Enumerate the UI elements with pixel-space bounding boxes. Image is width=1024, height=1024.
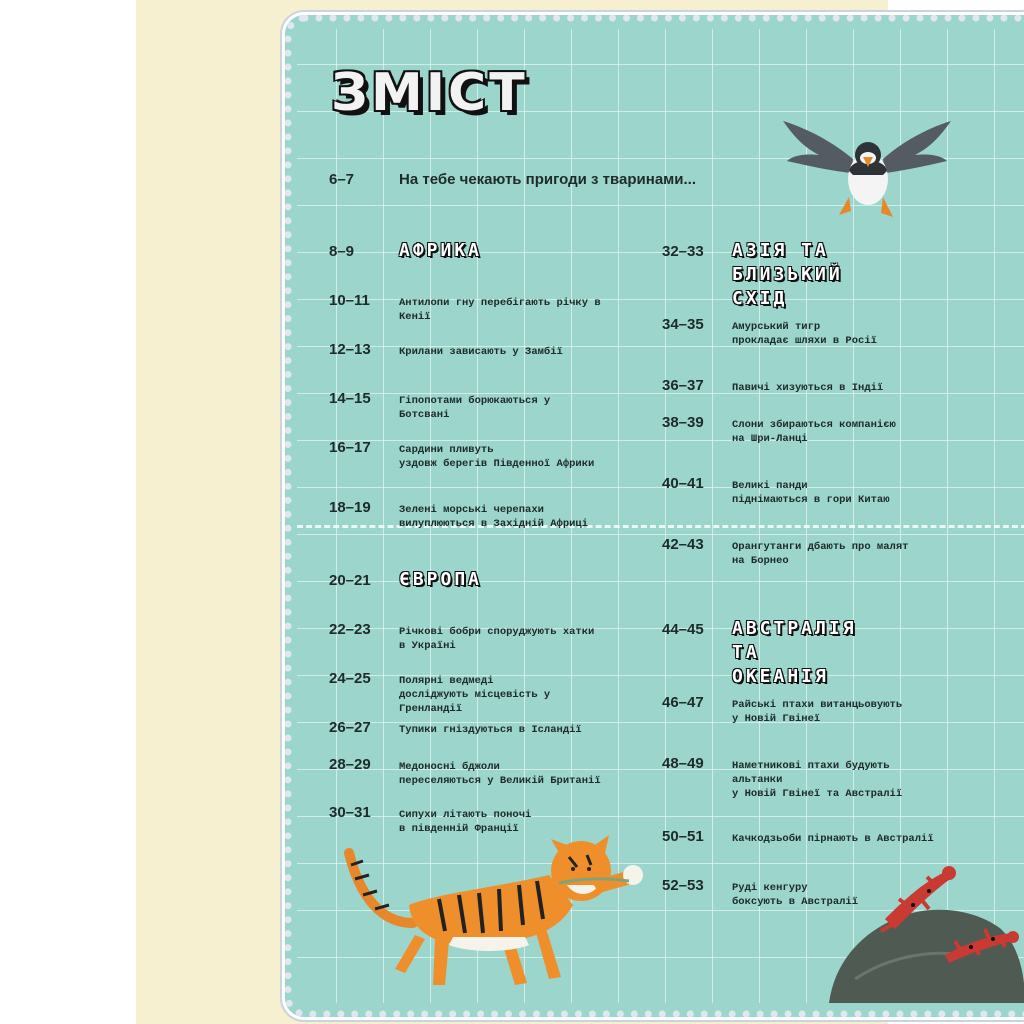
page-number: 12–13 bbox=[329, 341, 371, 358]
entry-title: Сардини пливуть уздовж берегів Південної Африки bbox=[399, 444, 595, 470]
page-number: 46–47 bbox=[662, 694, 704, 711]
entry-title: Орангутанги дбають про малят на Борнео bbox=[732, 541, 909, 567]
page-number: 48–49 bbox=[662, 755, 704, 772]
section-heading: АВСТРАЛІЯ ТА ОКЕАНІЯ bbox=[732, 618, 857, 687]
entry-title: Руді кенгуру боксують в Австралії bbox=[732, 882, 859, 908]
page-number: 32–33 bbox=[662, 243, 704, 260]
page-number: 24–25 bbox=[329, 670, 371, 687]
page-number: 38–39 bbox=[662, 414, 704, 431]
page-number: 28–29 bbox=[329, 756, 371, 773]
entry-title: Медоносні бджоли переселяються у Великій Британії bbox=[399, 761, 601, 787]
page-number: 50–51 bbox=[662, 828, 704, 845]
entry-title: Полярні ведмеді досліджують місцевість у Гренландії bbox=[399, 675, 551, 715]
entry-title: Качкодзьоби пірнають в Австралії bbox=[732, 833, 934, 845]
page-frame bbox=[282, 12, 1024, 1020]
entry-title: Слони збираються компанією на Шри-Ланці bbox=[732, 419, 896, 445]
entry-title: Річкові бобри споруджують хатки в Україні bbox=[399, 626, 595, 652]
entry-title: Тупики гніздуються в Ісландії bbox=[399, 724, 582, 736]
entry-title: Райські птахи витанцьовують у Новій Гвінеї bbox=[732, 699, 903, 725]
entry-title: Гіпопотами борюкаються у Ботсвані bbox=[399, 395, 551, 421]
page-number: 52–53 bbox=[662, 877, 704, 894]
page-number: 26–27 bbox=[329, 719, 371, 736]
contents-panel bbox=[297, 29, 1024, 1003]
entry-title: Амурський тигр прокладає шляхи в Росії bbox=[732, 321, 877, 347]
page-number: 22–23 bbox=[329, 621, 371, 638]
entry-title: Зелені морські черепахи вилуплюються в Західній Африці bbox=[399, 504, 589, 530]
entry-title: Сипухи літають поночі в південній Франції bbox=[399, 809, 532, 835]
tiger-illustration bbox=[329, 813, 649, 993]
entry-title: Крилани зависають у Замбії bbox=[399, 346, 563, 358]
entry-title: Антилопи гну перебігають річку в Кенії bbox=[399, 297, 601, 323]
page-number: 16–17 bbox=[329, 439, 371, 456]
page-number: 44–45 bbox=[662, 621, 704, 638]
page-number: 6–7 bbox=[329, 171, 355, 188]
page-number: 18–19 bbox=[329, 499, 371, 516]
page-title: ЗМІСТ bbox=[331, 63, 528, 123]
page-number: 42–43 bbox=[662, 536, 704, 553]
entry-title: Великі панди піднімаються в гори Китаю bbox=[732, 480, 890, 506]
section-heading: АФРИКА bbox=[399, 240, 483, 261]
section-heading: ЄВРОПА bbox=[399, 569, 483, 590]
page-number: 8–9 bbox=[329, 243, 355, 260]
section-heading: АЗІЯ ТА БЛИЗЬКИЙ СХІД bbox=[732, 240, 843, 309]
newts-on-rock-illustration bbox=[825, 859, 1024, 1003]
page-number: 36–37 bbox=[662, 377, 704, 394]
page-number: 20–21 bbox=[329, 572, 371, 589]
book-page bbox=[136, 0, 934, 1024]
page-number: 10–11 bbox=[329, 292, 370, 309]
entry-title: На тебе чекають пригоди з тваринами... bbox=[399, 171, 696, 188]
page-number: 40–41 bbox=[662, 475, 704, 492]
page-number: 30–31 bbox=[329, 804, 371, 821]
entry-title: Павичі хизуються в Індії bbox=[732, 382, 884, 394]
entry-title: Наметникові птахи будують альтанки у Новій Гвінеї та Австралії bbox=[732, 760, 903, 800]
puffin-illustration bbox=[779, 113, 957, 229]
page-number: 14–15 bbox=[329, 390, 371, 407]
page-number: 34–35 bbox=[662, 316, 704, 333]
